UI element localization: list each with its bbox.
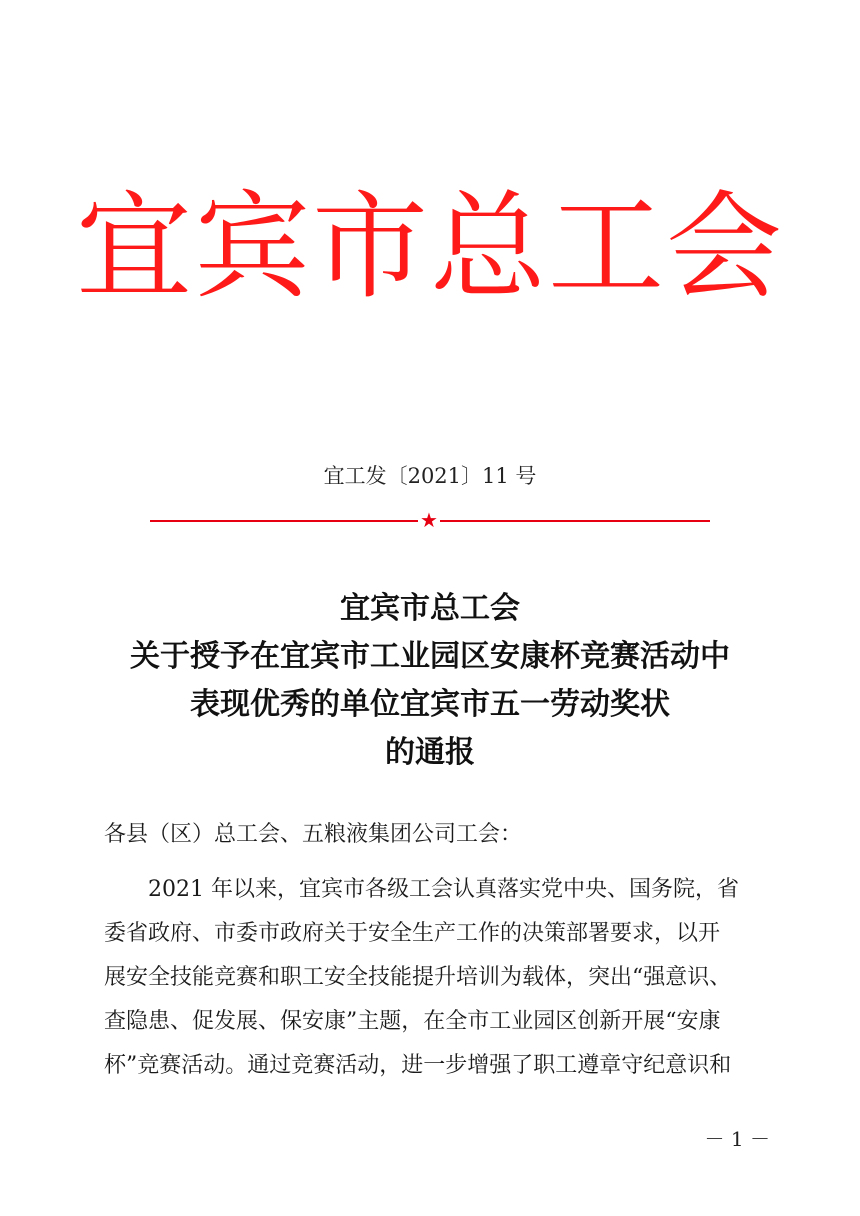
- title-line: 的通报: [385, 735, 475, 770]
- title-line: 宜宾市总工会: [340, 591, 520, 626]
- document-title: [0, 585, 860, 777]
- body-line: 委省政府、市委市政府关于安全生产工作的决策部署要求，以开: [104, 921, 721, 946]
- divider-line-right: [440, 520, 710, 522]
- body-line: 查隐患、促发展、保安康”主题，在全市工业园区创新开展“安康: [104, 1009, 721, 1034]
- title-line: 关于授予在宜宾市工业园区安康杯竞赛活动中: [130, 639, 730, 674]
- title-line: 表现优秀的单位宜宾市五一劳动奖状: [190, 687, 670, 722]
- red-divider: [150, 508, 710, 532]
- body-paragraph: [104, 868, 764, 1088]
- body-line: 杯”竞赛活动。通过竞赛活动，进一步增强了职工遵章守纪意识和: [104, 1053, 732, 1078]
- org-red-header: 宜宾市总工会: [76, 180, 784, 315]
- salutation: 各县（区）总工会、五粮液集团公司工会：: [104, 822, 523, 847]
- document-number: 宜工发〔2021〕11 号: [323, 464, 537, 488]
- body-line: 2021 年以来，宜宾市各级工会认真落实党中央、国务院，省: [104, 877, 739, 902]
- divider-line-left: [150, 520, 418, 522]
- body-line: 展安全技能竞赛和职工安全技能提升培训为载体，突出“强意识、: [104, 965, 732, 990]
- page-number: － 1 －: [704, 1127, 770, 1151]
- star-icon: ★: [420, 508, 438, 532]
